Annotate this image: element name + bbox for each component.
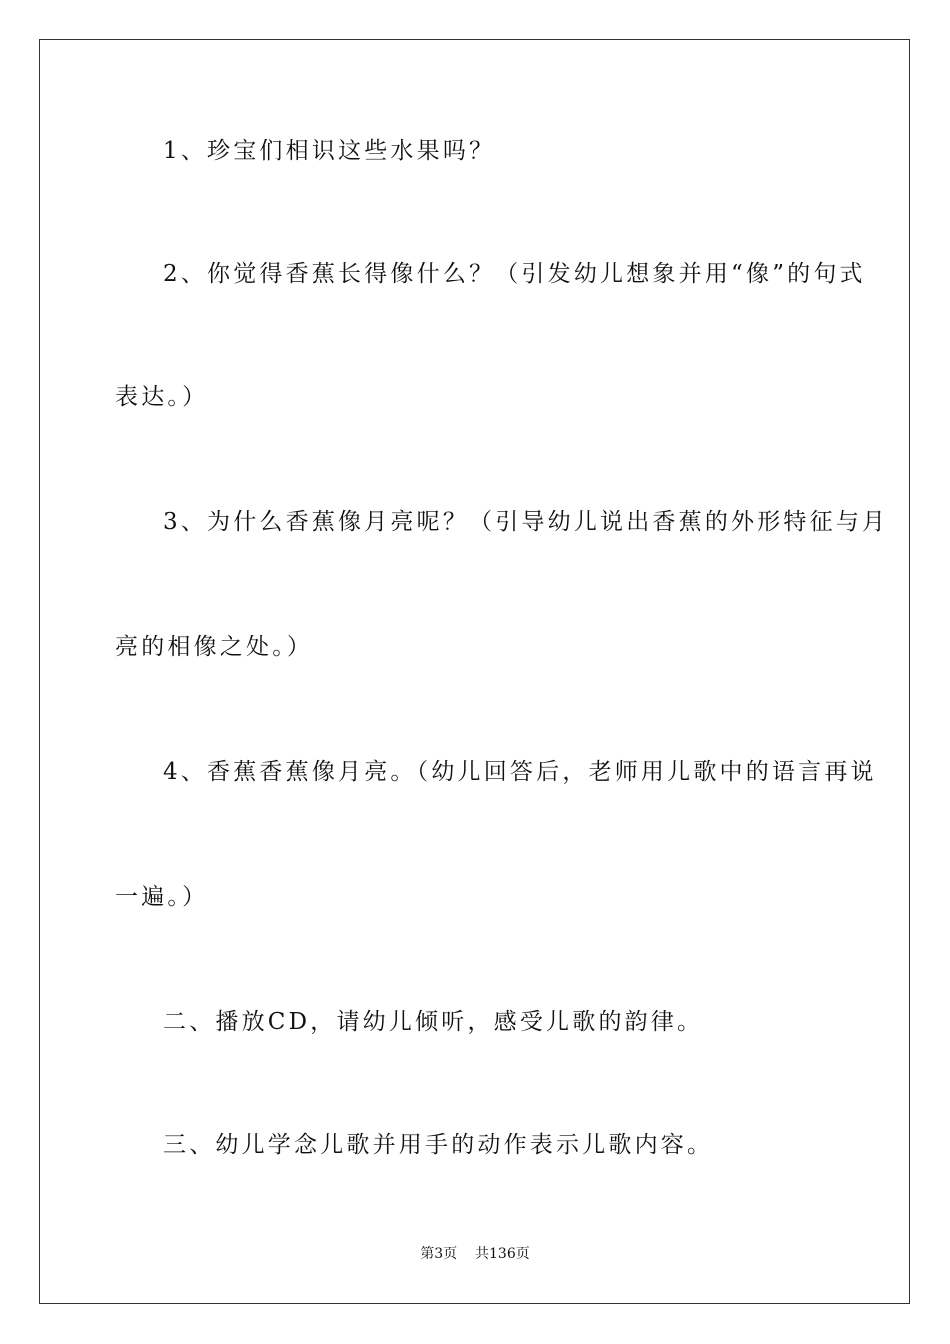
page-border xyxy=(39,39,910,1304)
page-number: 第3页 xyxy=(420,1246,458,1262)
text-line-8: 二、播放CD，请幼儿倾听，感受儿歌的韵律。 xyxy=(163,1009,704,1035)
text-line-5: 亮的相像之处。） xyxy=(115,634,314,660)
text-line-6: 4、香蕉香蕉像月亮。（幼儿回答后，老师用儿歌中的语言再说 xyxy=(163,759,877,785)
text-line-9: 三、幼儿学念儿歌并用手的动作表示儿歌内容。 xyxy=(163,1132,714,1158)
text-line-7: 一遍。） xyxy=(115,884,209,910)
text-line-1: 1、珍宝们相识这些水果吗？ xyxy=(163,138,496,164)
text-line-3: 表达。） xyxy=(115,384,209,410)
total-pages: 共136页 xyxy=(475,1246,530,1262)
page-footer xyxy=(0,1245,950,1263)
text-line-4: 3、为什么香蕉像月亮呢？（引导幼儿说出香蕉的外形特征与月 xyxy=(163,509,889,535)
text-line-2: 2、你觉得香蕉长得像什么？（引发幼儿想象并用“像”的句式 xyxy=(163,261,866,287)
